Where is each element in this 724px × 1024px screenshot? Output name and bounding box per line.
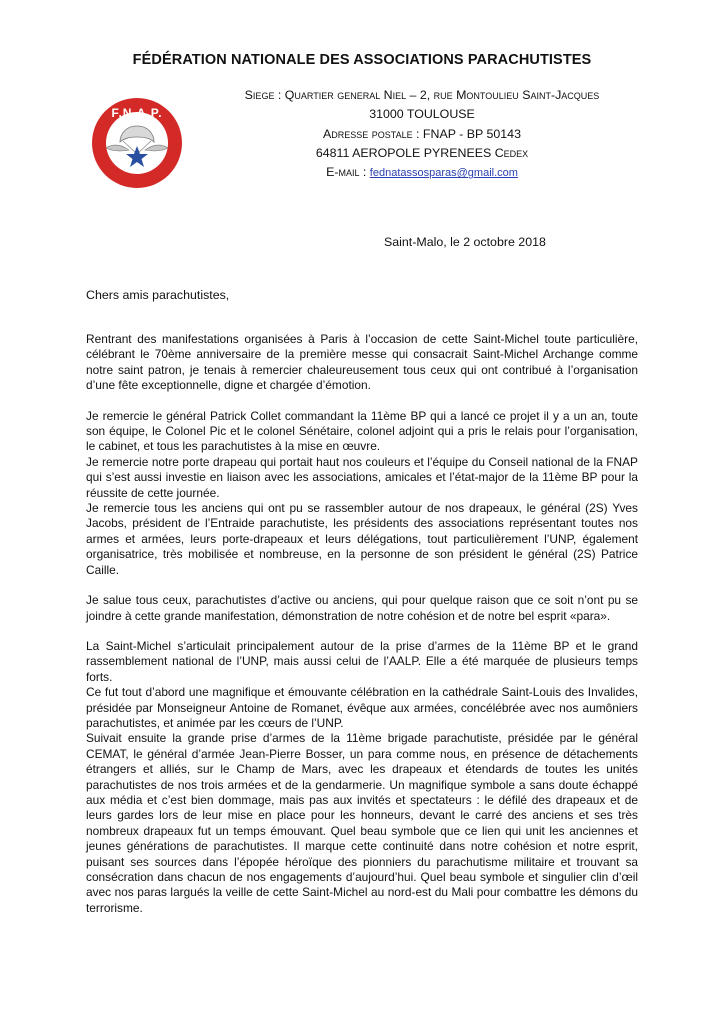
paragraph: La Saint-Michel s’articulait principalement autour de la prise d’armes de la 11ème BP et le grand rassemblement national de l’UNP, mais aussi celui de l’AALP. Elle a été marquée de plusieurs temps forts. bbox=[86, 638, 638, 684]
postal-value: FNAP - BP 50143 bbox=[422, 126, 521, 141]
paragraph: Ce fut tout d’abord une magnifique et émouvante célébration en la cathédrale Saint-Louis des Invalides, présidée par Monseigneur Antoine de Romanet, évêque aux armées, concélébrée avec nos aumôniers parachutistes, et animée par les cœurs de l’UNP. bbox=[86, 685, 638, 730]
email-label: E-mail : bbox=[326, 165, 370, 180]
letter-body bbox=[86, 332, 638, 916]
siege-value: Quartier general Niel – 2, rue Montoulieu Saint-Jacques bbox=[284, 88, 600, 102]
postal-cedex: Cedex bbox=[494, 145, 529, 160]
postal-city-line bbox=[222, 144, 622, 163]
fnap-logo bbox=[90, 96, 184, 190]
city-line: 31000 TOULOUSE bbox=[369, 107, 475, 122]
logo-lettering: F.N.A.P. bbox=[111, 106, 163, 120]
address-block bbox=[222, 86, 622, 183]
paragraph: Rentrant des manifestations organisées à Paris à l’occasion de cette Saint-Michel toute particulière, célébrant le 70ème anniversaire de la première messe qui consacrait Saint-Michel Archange comme notre saint patron, je tenais à remercier chaleureusement tous ceux qui ont contribué à l’organisation d’une fête exceptionnelle, digne et chargée d’émotion. bbox=[86, 332, 638, 393]
paragraph: Suivait ensuite la grande prise d’armes de la 11ème brigade parachutiste, présidée par le général CEMAT, le général d’armée Jean-Pierre Bosser, un para comme nous, en présence de détachements étrangers et alliés, sur le Champ de Mars, avec les drapeaux et étendards de toutes les unités parachutistes de nos trois armées et de la gendarmerie. Un magnifique symbole a sans doute échappé aux média et c’est bien dommage, mais pas aux invités et spectateurs : le défilé des drapeaux et de leurs gardes lors de leur mise en place pour les honneurs, devant le carré des anciens et ses très nombreux drapeaux fut un temps émouvant. Quel beau symbole que ce lien qui unit les anciennes et jeunes générations de parachutistes. Il marque cette continuité dans notre cohésion et notre esprit, puisant ses sources dans l’épopée héroïque des pionniers du parachutisme militaire et trouvant sa consécration dans chacun de nos engagements d’aujourd’hui. Quel beau symbole et singulier clin d’œil avec nos paras largués la veille de cette Saint-Michel au nord-est du Mali pour combattre les démons du terrorisme. bbox=[86, 731, 638, 915]
siege-line bbox=[222, 86, 622, 105]
email-link[interactable]: fednatassosparas@gmail.com bbox=[369, 167, 518, 180]
siege-label: Siege : bbox=[244, 88, 285, 102]
postal-line bbox=[222, 125, 622, 144]
postal-label: Adresse postale : bbox=[323, 126, 423, 141]
letter-date: Saint-Malo, le 2 octobre 2018 bbox=[384, 235, 546, 249]
email-line bbox=[222, 163, 622, 183]
paragraph: Je remercie notre porte drapeau qui portait haut nos couleurs et l’équipe du Conseil national de la FNAP qui s’est aussi investie en liaison avec les associations, amicales et l’état-major de la 11ème BP pour la réussite de cette journée. bbox=[86, 454, 638, 500]
paragraph: Je salue tous ceux, parachutistes d’active ou anciens, qui pour quelque raison que ce soit n’ont pu se joindre à cette grande manifestation, démonstration de notre cohésion et de notre bel esprit «para». bbox=[86, 593, 638, 623]
postal-city: 64811 AEROPOLE PYRENEES bbox=[315, 145, 495, 160]
paragraph: Je remercie tous les anciens qui ont pu se rassembler autour de nos drapeaux, le général (2S) Yves Jacobs, président de l’Entraide parachutiste, les présidents des associations représentant toutes nos armes et armées, leurs porte-drapeaux et leurs délégations, tout particulièrement l’UNP, également organisatrice, très mobilisée et nombreuse, en la personne de son président le général (2S) Patrice Caille. bbox=[86, 501, 638, 577]
federation-title: FÉDÉRATION NATIONALE DES ASSOCIATIONS PARACHUTISTES bbox=[132, 52, 592, 68]
paragraph: Je remercie le général Patrick Collet commandant la 11ème BP qui a lancé ce projet il y a un an, toute son équipe, le Colonel Pic et le colonel Sénétaire, colonel adjoint qui a pris le relais pour l’organisation, le cabinet, et tous les parachutistes à la mise en œuvre. bbox=[86, 408, 638, 454]
letter-greeting: Chers amis parachutistes, bbox=[86, 288, 230, 302]
